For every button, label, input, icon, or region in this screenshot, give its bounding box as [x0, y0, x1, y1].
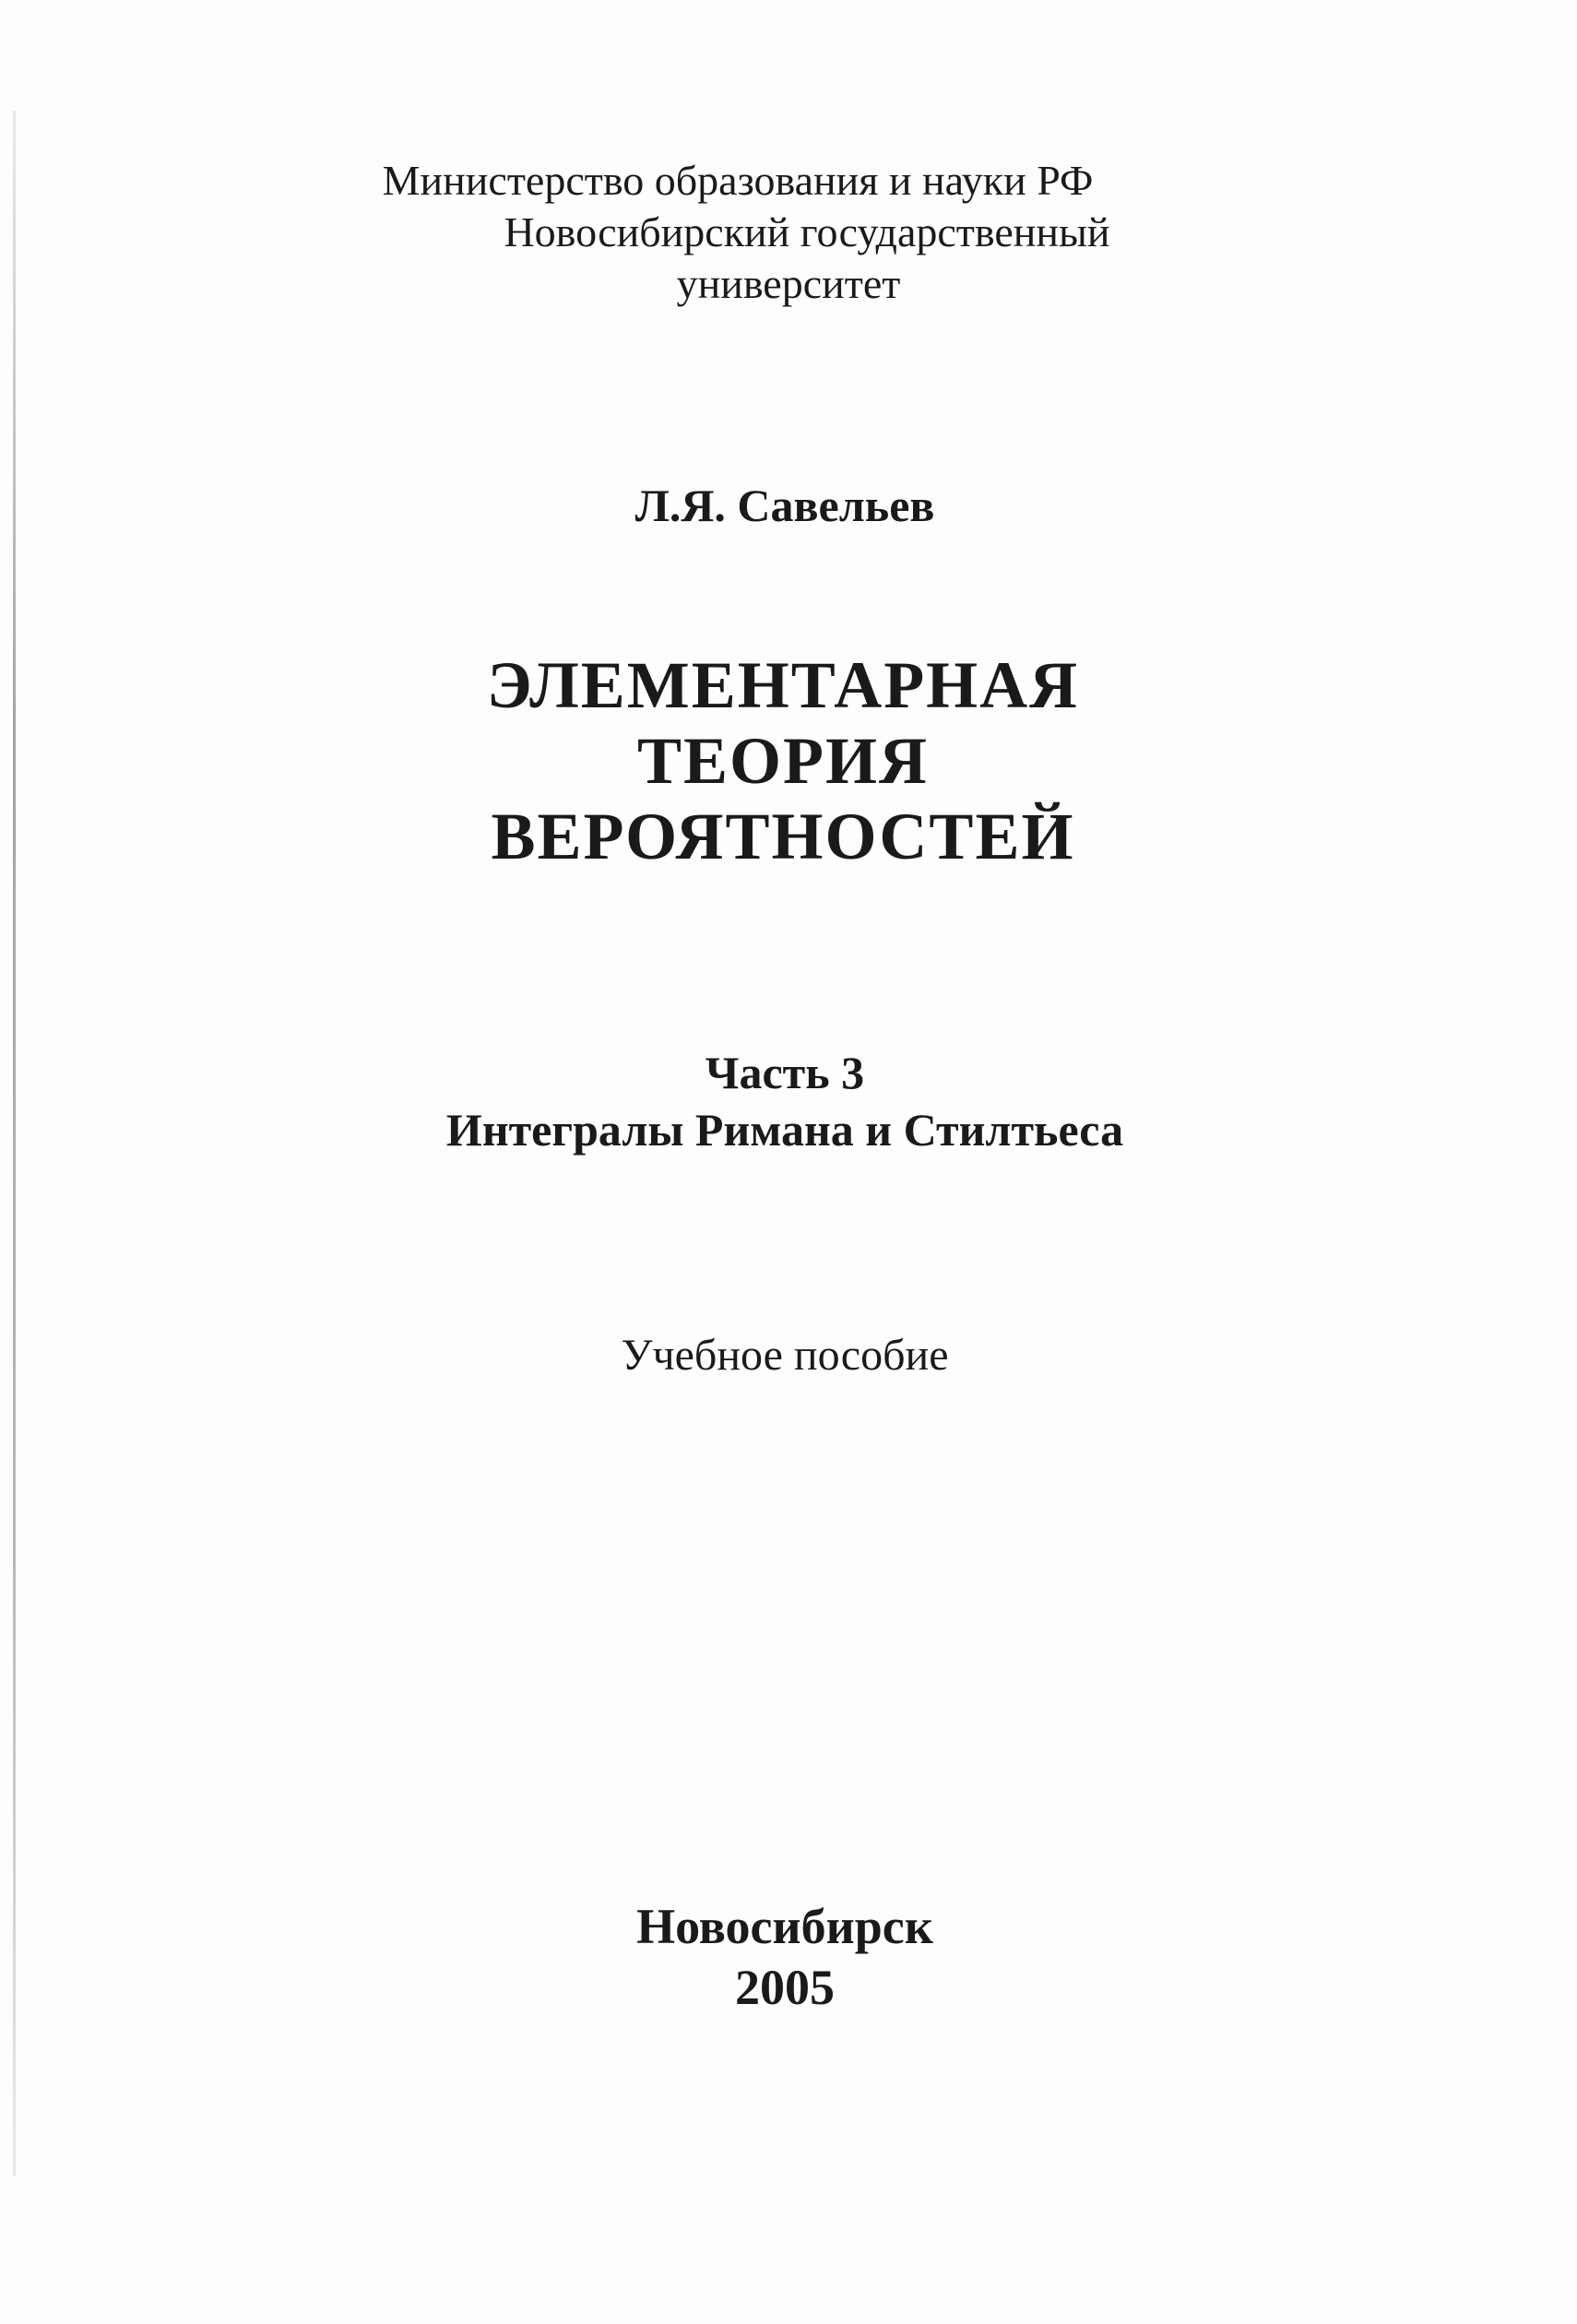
university-name-line2: университет — [676, 260, 901, 307]
university-name-line1: Новосибирский государственный — [504, 208, 1110, 255]
book-title-line1: ЭЛЕМЕНТАРНАЯ — [486, 648, 1080, 722]
part-number: Часть 3 — [705, 1047, 865, 1098]
imprint-city: Новосибирск — [636, 1899, 933, 1954]
book-title-line2: ТЕОРИЯ — [636, 724, 930, 798]
author-name: Л.Я. Савельев — [634, 480, 935, 531]
book-title — [0, 647, 1571, 874]
part-subtitle: Интегралы Римана и Стилтьеса — [445, 1104, 1124, 1156]
imprint — [0, 1896, 1573, 2018]
publication-type: Учебное пособие — [621, 1331, 949, 1380]
institution-header — [0, 155, 1577, 310]
book-title-line3: ВЕРОЯТНОСТЕЙ — [491, 800, 1075, 873]
part-info — [0, 1044, 1573, 1158]
ministry-name: Министерство образования и науки РФ — [382, 157, 1094, 204]
imprint-year: 2005 — [735, 1960, 835, 2015]
